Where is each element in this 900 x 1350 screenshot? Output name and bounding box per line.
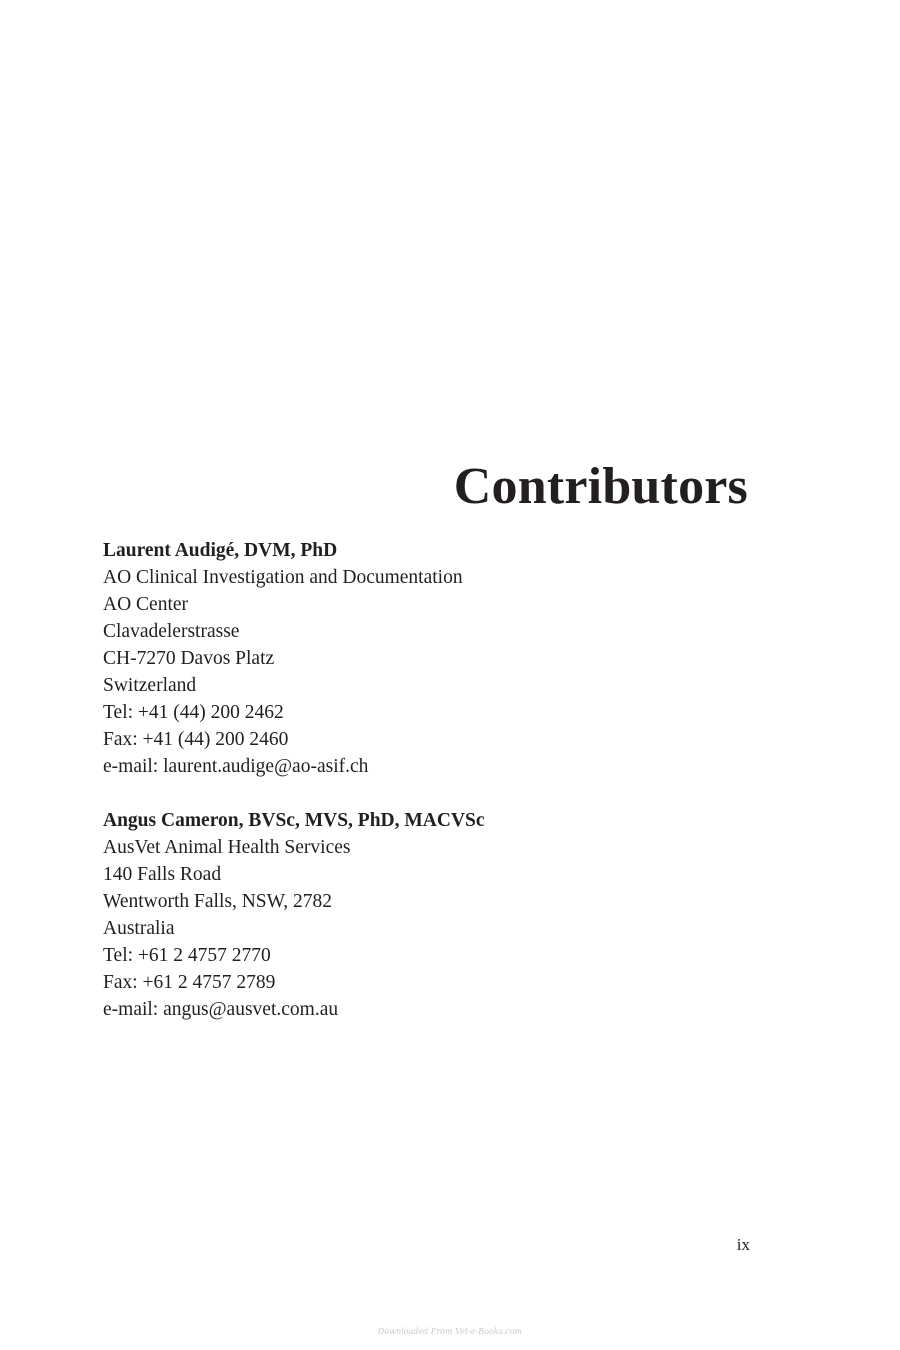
contributor-entry bbox=[103, 807, 703, 1023]
page-title: Contributors bbox=[453, 458, 748, 515]
contributor-country: Australia bbox=[103, 918, 175, 939]
contributor-street: 140 Falls Road bbox=[103, 864, 222, 885]
contributor-email: e-mail: laurent.audige@ao-asif.ch bbox=[103, 756, 369, 777]
contributor-street: Clavadelerstrasse bbox=[103, 621, 240, 642]
page-number: ix bbox=[736, 1235, 750, 1254]
contributor-email: e-mail: angus@ausvet.com.au bbox=[103, 999, 339, 1020]
contributor-phone: Tel: +41 (44) 200 2462 bbox=[103, 702, 284, 723]
contributor-fax: Fax: +41 (44) 200 2460 bbox=[103, 729, 289, 750]
contributor-affiliation: AusVet Animal Health Services bbox=[103, 837, 351, 858]
contributor-affiliation: AO Clinical Investigation and Documentation bbox=[103, 567, 463, 588]
contributor-name: Laurent Audigé, DVM, PhD bbox=[103, 540, 338, 561]
contributor-country: Switzerland bbox=[103, 675, 197, 696]
watermark-text: Downloaded From Vet-e-Books.com bbox=[377, 1327, 523, 1336]
contributor-phone: Tel: +61 2 4757 2770 bbox=[103, 945, 271, 966]
contributor-name: Angus Cameron, BVSc, MVS, PhD, MACVSc bbox=[103, 810, 485, 831]
contributor-department: AO Center bbox=[103, 594, 189, 615]
contributor-entry bbox=[103, 537, 703, 780]
contributor-city: CH-7270 Davos Platz bbox=[103, 648, 275, 669]
contributors-list bbox=[103, 537, 703, 1050]
contributor-fax: Fax: +61 2 4757 2789 bbox=[103, 972, 276, 993]
contributor-city: Wentworth Falls, NSW, 2782 bbox=[103, 891, 333, 912]
